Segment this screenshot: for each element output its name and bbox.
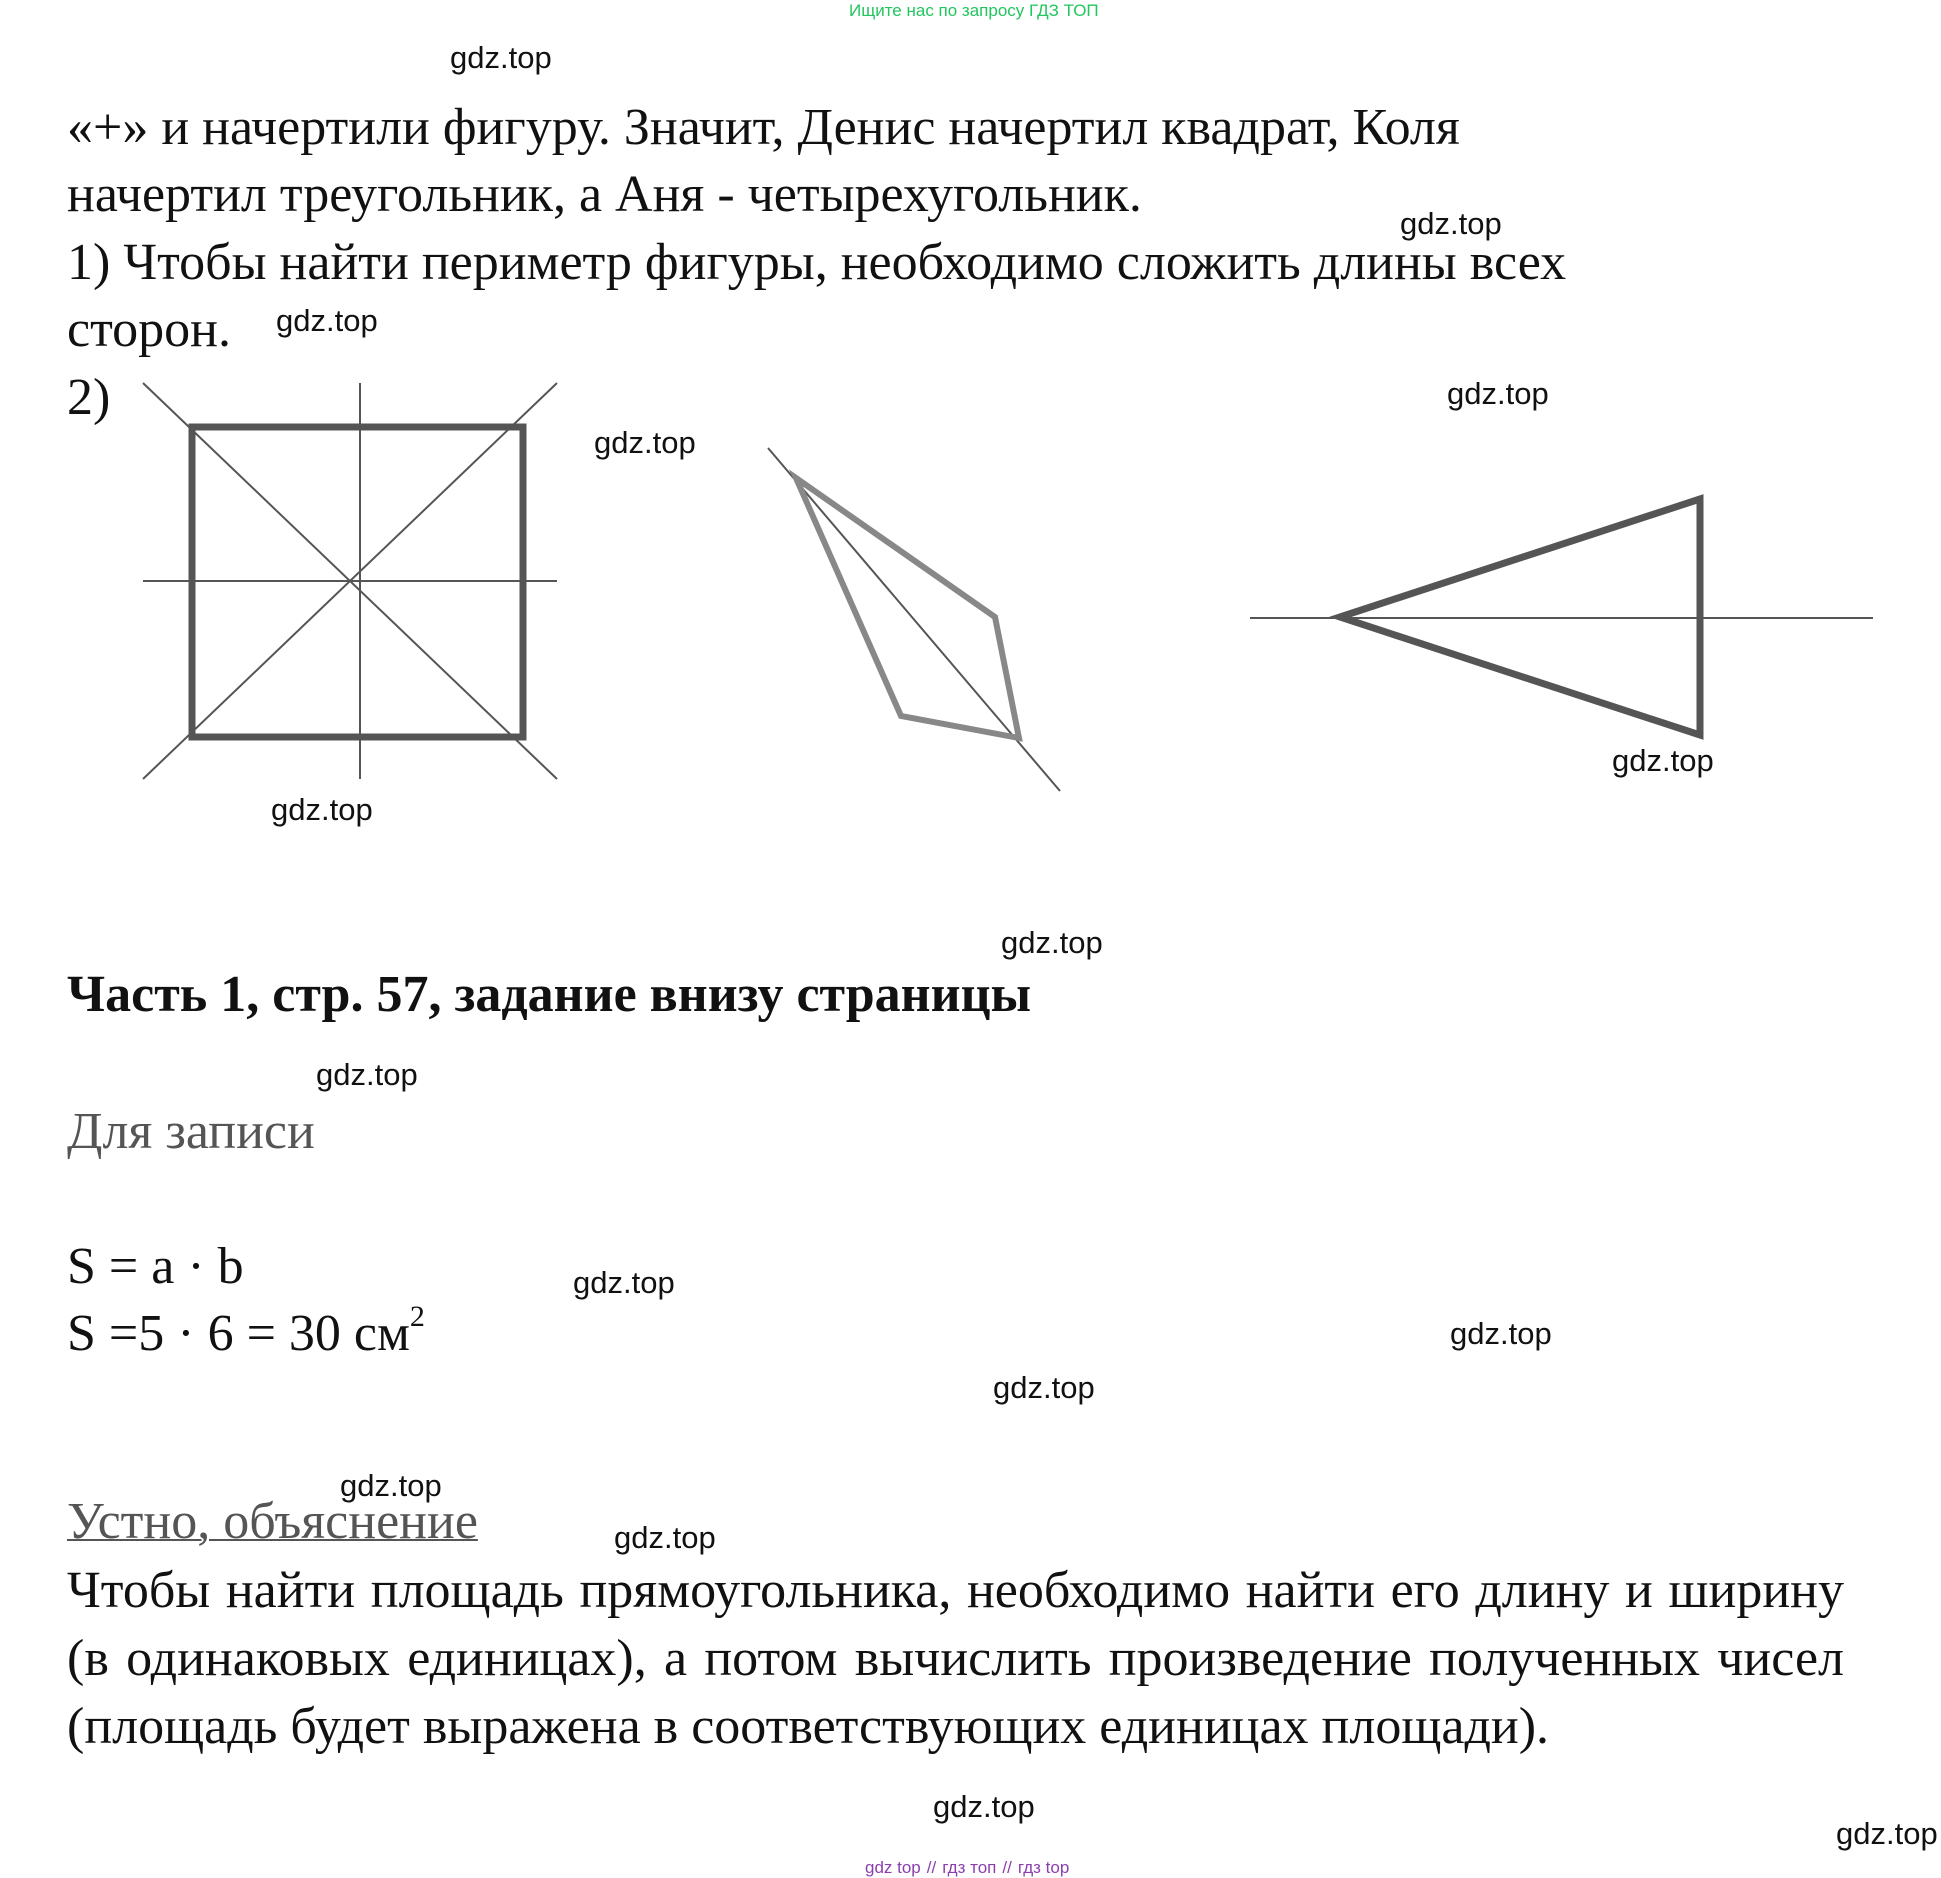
watermark: gdz.top [1400, 206, 1502, 241]
quadrilateral-figure [768, 448, 1060, 791]
footer-link[interactable]: gdz top [865, 1858, 921, 1877]
item-1-line-1: 1) Чтобы найти периметр фигуры, необходимо сложить длины всех [67, 234, 1567, 291]
watermark: gdz.top [1450, 1316, 1552, 1351]
section-heading: Часть 1, стр. 57, задание внизу страницы [67, 966, 1032, 1023]
footer-link[interactable]: гдз top [1017, 1858, 1070, 1877]
figures-drawing [0, 0, 1941, 900]
square-figure [143, 383, 557, 779]
watermark: gdz.top [573, 1265, 675, 1300]
written-label: Для записи [67, 1103, 315, 1160]
formula-2: S =5 · 6 = 30 $см^2$ [67, 1300, 425, 1362]
watermark: gdz.top [450, 40, 552, 75]
watermark: gdz.top [933, 1789, 1035, 1824]
footer-links [862, 1858, 1072, 1878]
footer-link[interactable]: гдз топ [942, 1858, 997, 1877]
watermark: gdz.top [1612, 743, 1714, 778]
watermark: gdz.top [1001, 925, 1103, 960]
explanation-paragraph: Чтобы найти площадь прямоугольника, необходимо найти его длину и ширину (в одинаковых единицах), а потом вычислить произведение полученных чисел (площадь будет выражена в соответствующих единицах площади). [67, 1562, 1844, 1755]
watermark: gdz.top [271, 792, 373, 827]
watermark: gdz.top [1447, 376, 1549, 411]
footer-separator: // [1002, 1858, 1012, 1877]
oral-label: Устно, объяснение [67, 1493, 478, 1550]
triangle-figure [1250, 499, 1873, 735]
watermark: gdz.top [993, 1370, 1095, 1405]
watermark: gdz.top [1836, 1816, 1938, 1851]
item-2-label: 2) [67, 369, 111, 426]
watermark: gdz.top [594, 425, 696, 460]
quadrilateral-shape [796, 478, 1019, 738]
formula-1: S = a · b [67, 1238, 244, 1295]
watermark: gdz.top [340, 1468, 442, 1503]
footer-separator: // [926, 1858, 937, 1877]
superscript: 2 [409, 1300, 425, 1333]
item-1-line-2: сторон. [67, 301, 231, 358]
intro-line-1: «+» и начертили фигуру. Значит, Денис начертил квадрат, Коля [67, 99, 1460, 156]
watermark: gdz.top [614, 1520, 716, 1555]
watermark: gdz.top [276, 303, 378, 338]
watermark: gdz.top [316, 1057, 418, 1092]
intro-line-2: начертил треугольник, а Аня - четырехугольник. [67, 166, 1142, 223]
top-banner[interactable]: Ищите нас по запросу ГДЗ ТОП [849, 1, 1099, 20]
